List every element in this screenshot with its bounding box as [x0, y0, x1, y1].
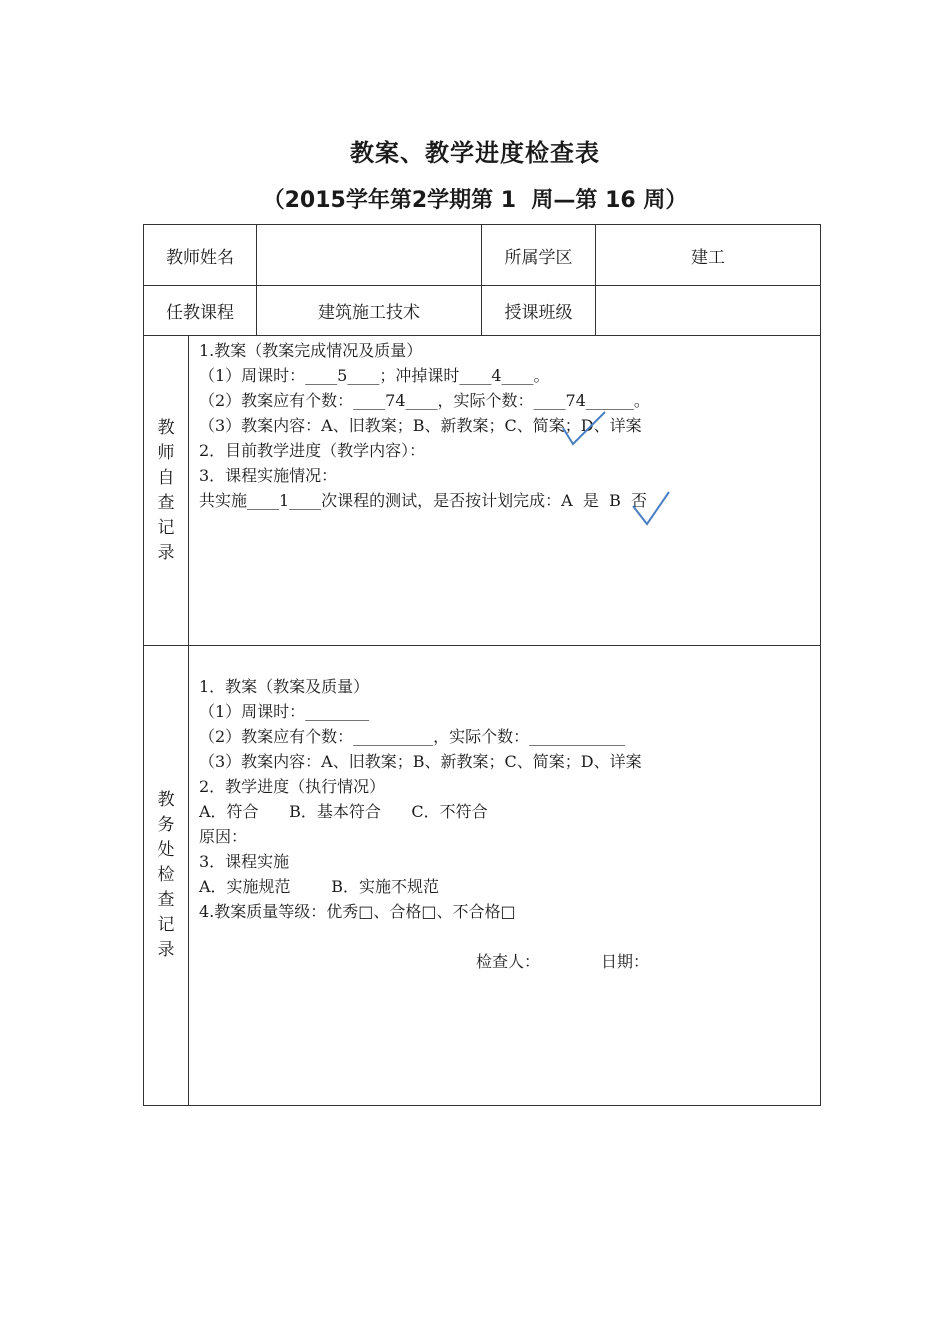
office-check-line: 1．教案（教案及质量）	[199, 677, 370, 696]
class-label: 授课班级	[482, 286, 596, 336]
self-check-line: 1.教案（教案完成情况及质量）	[199, 341, 423, 360]
office-check-content	[189, 646, 821, 1106]
class-field[interactable]	[596, 286, 821, 336]
office-check-label-char: 处	[157, 840, 175, 860]
self-check-label-char: 查	[157, 492, 175, 513]
self-check-label-char: 师	[157, 442, 175, 463]
office-check-label-char: 检	[157, 865, 175, 885]
inspection-form	[143, 224, 821, 1106]
self-check-label	[144, 336, 189, 646]
district-label: 所属学区	[482, 225, 596, 286]
self-check-label-char: 录	[157, 542, 175, 563]
self-check-line: （2）教案应有个数：____74____，实际个数：____74______。	[199, 391, 650, 410]
self-check-label-char: 记	[157, 517, 175, 538]
course-field[interactable]: 建筑施工技术	[257, 286, 482, 336]
office-check-label-char: 查	[157, 890, 175, 910]
office-check-label	[144, 646, 189, 1106]
self-check-line: 3．课程实施情况：	[199, 466, 338, 485]
self-check-line: （1）周课时：____5____；冲掉课时____4____。	[199, 366, 550, 385]
office-check-label-char: 务	[157, 815, 175, 835]
office-check-line: A．符合 B．基本符合 C．不符合	[199, 802, 488, 821]
office-check-line: A．实施规范 B．实施不规范	[199, 877, 440, 896]
self-check-line: 2．目前教学进度（教学内容）：	[199, 441, 426, 460]
district-field[interactable]: 建工	[596, 225, 821, 286]
teacher-name-label: 教师姓名	[144, 225, 257, 286]
self-check-content	[189, 336, 821, 646]
checkmark-icon	[631, 486, 671, 528]
page-title: 教案、教学进度检查表	[350, 139, 600, 167]
checkmark-icon	[561, 408, 607, 448]
office-check-line: （1）周课时：________	[199, 702, 370, 721]
self-check-label-char: 教	[157, 417, 175, 438]
checker-date-line: 检查人： 日期：	[476, 952, 650, 971]
office-check-line: 4.教案质量等级：优秀□、合格□、不合格□	[199, 902, 516, 921]
office-check-label-char: 记	[157, 915, 175, 935]
office-check-line: （3）教案内容：A、旧教案；B、新教案；C、简案；D、详案	[199, 752, 642, 771]
self-check-line: 共实施____1____次课程的测试，是否按计划完成：A 是 B 否	[199, 491, 648, 510]
self-check-line: （3）教案内容：A、旧教案；B、新教案；C、简案；D、详案	[199, 416, 642, 435]
office-check-label-char: 录	[157, 940, 175, 960]
office-check-line: 原因：	[199, 827, 248, 846]
office-check-line: 3．课程实施	[199, 852, 290, 871]
course-label: 任教课程	[144, 286, 257, 336]
self-check-label-char: 自	[157, 467, 175, 488]
office-check-line: 2．教学进度（执行情况）	[199, 777, 386, 796]
office-check-label-char: 教	[157, 790, 175, 810]
page-subtitle: （2015学年第2学期第 1 周—第 16 周）	[262, 188, 688, 213]
teacher-name-field[interactable]	[257, 225, 482, 286]
office-check-line: （2）教案应有个数：__________，实际个数：____________	[199, 727, 626, 746]
